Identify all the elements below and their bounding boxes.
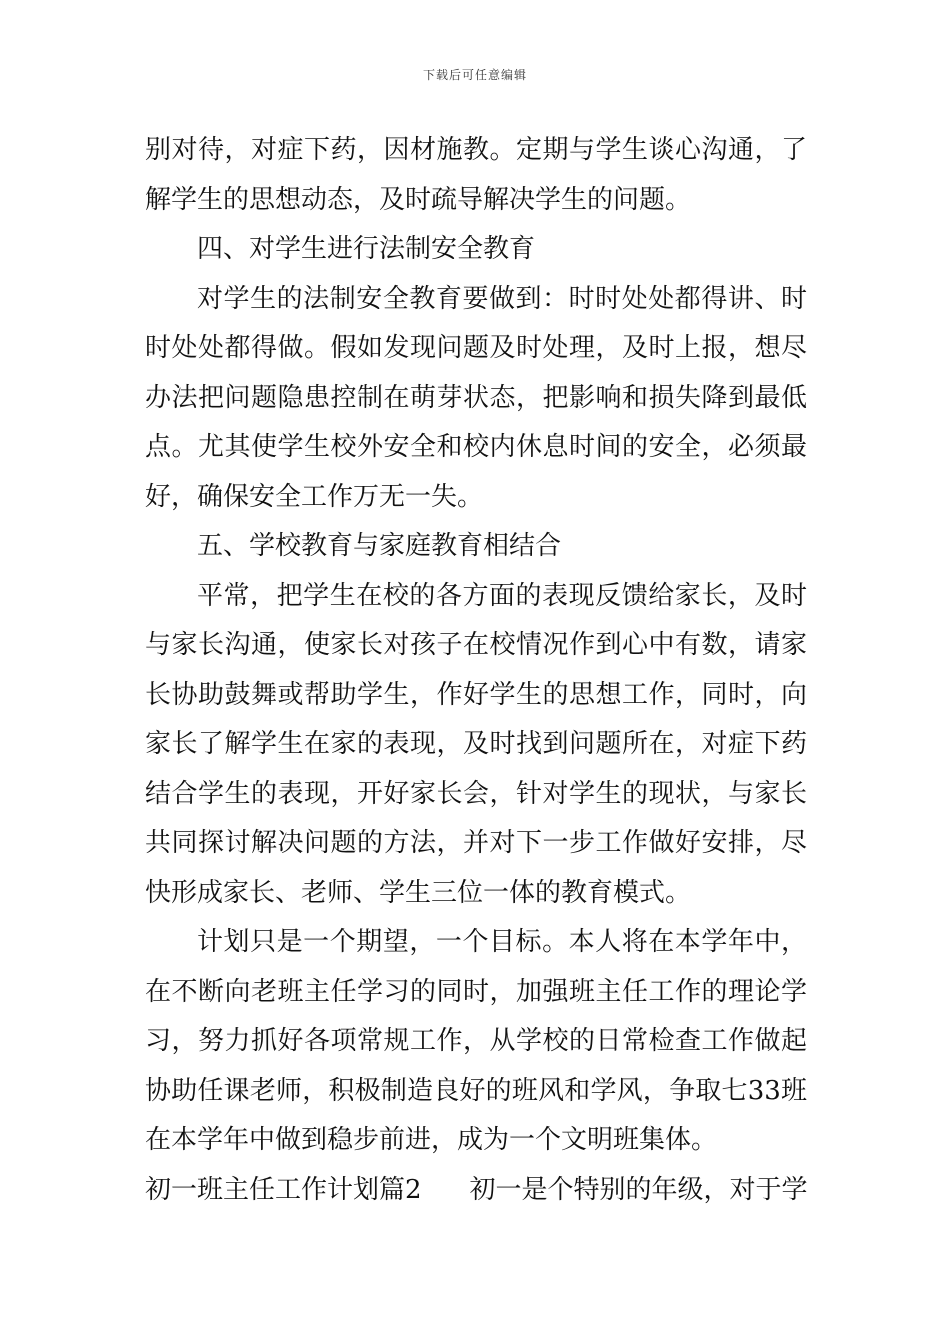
article-title: 初一班主任工作计划篇2 xyxy=(145,1174,422,1205)
text-line: 长协助鼓舞或帮助学生，作好学生的思想工作，同时，向 xyxy=(145,679,807,710)
text-line: 别对待，对症下药，因材施教。定期与学生谈心沟通，了 xyxy=(145,135,807,165)
document-body xyxy=(145,126,807,1215)
page-header: 下载后可任意编辑 xyxy=(422,68,527,82)
text-line: 在本学年中做到稳步前进，成为一个文明班集体。 xyxy=(145,1125,718,1155)
text-line: 习，努力抓好各项常规工作，从学校的日常检查工作做起 xyxy=(145,1026,807,1056)
section-heading: 五、学校教育与家庭教育相结合 xyxy=(197,531,562,561)
text-line: 结合学生的表现，开好家长会，针对学生的现状，与家长 xyxy=(145,778,807,809)
text-line: 在不断向老班主任学习的同时，加强班主任工作的理论学 xyxy=(145,976,807,1007)
text-line: 点。尤其使学生校外安全和校内休息时间的安全，必须最 xyxy=(145,432,807,462)
text-line: 家长了解学生在家的表现，及时找到问题所在，对症下药 xyxy=(145,729,807,759)
text-line: 与家长沟通，使家长对孩子在校情况作到心中有数，请家 xyxy=(145,630,807,660)
text-line: 办法把问题隐患控制在萌芽状态，把影响和损失降到最低 xyxy=(145,382,807,413)
text-line: 解学生的思想动态，及时疏导解决学生的问题。 xyxy=(145,184,692,215)
text-line: 平常，把学生在校的各方面的表现反馈给家长，及时 xyxy=(197,580,807,611)
text-line: 好，确保安全工作万无一失。 xyxy=(145,481,484,512)
text-fragment: 初一是个特别的年级，对于学 xyxy=(469,1174,808,1205)
text-line: 共同探讨解决问题的方法，并对下一步工作做好安排，尽 xyxy=(145,828,807,858)
text-line: 协助任课老师，积极制造良好的班风和学风，争取七33班 xyxy=(145,1075,807,1106)
text-line: 计划只是一个期望，一个目标。本人将在本学年中， xyxy=(197,927,807,957)
title-line xyxy=(145,1166,807,1216)
text-line: 时处处都得做。假如发现问题及时处理，及时上报，想尽 xyxy=(145,333,807,363)
text-line: 快形成家长、老师、学生三位一体的教育模式。 xyxy=(145,877,692,908)
section-heading: 四、对学生进行法制安全教育 xyxy=(197,234,536,264)
text-line: 对学生的法制安全教育要做到：时时处处都得讲、时 xyxy=(197,283,807,314)
